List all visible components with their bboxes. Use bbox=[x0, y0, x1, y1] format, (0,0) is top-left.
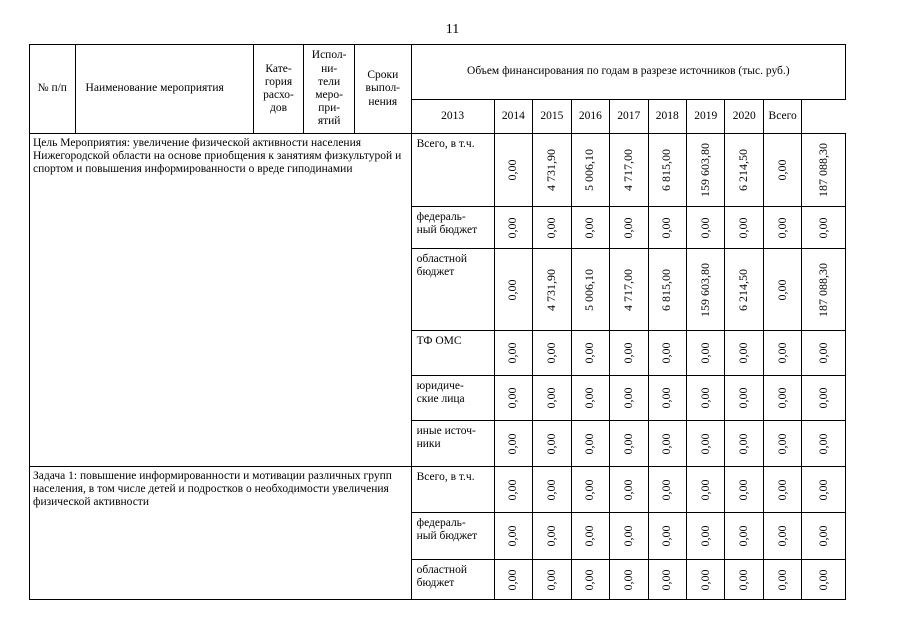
funding-value: 0,00 bbox=[725, 207, 763, 249]
funding-value: 187 088,30 bbox=[802, 134, 846, 207]
funding-value: 6 815,00 bbox=[648, 249, 686, 331]
funding-value: 0,00 bbox=[648, 560, 686, 600]
funding-value: 0,00 bbox=[725, 467, 763, 513]
funding-source: федераль- ный бюджет bbox=[411, 513, 494, 560]
funding-source: юридиче- ские лица bbox=[411, 376, 494, 421]
funding-source: Всего, в т.ч. bbox=[411, 467, 494, 513]
year-header: 2013 bbox=[411, 100, 494, 134]
funding-value: 0,00 bbox=[571, 467, 609, 513]
funding-value: 0,00 bbox=[763, 249, 801, 331]
funding-value: 0,00 bbox=[802, 560, 846, 600]
funding-value: 187 088,30 bbox=[802, 249, 846, 331]
funding-value: 6 214,50 bbox=[725, 249, 763, 331]
funding-value: 5 006,10 bbox=[571, 249, 609, 331]
funding-value: 0,00 bbox=[648, 513, 686, 560]
funding-value: 0,00 bbox=[725, 421, 763, 467]
year-header: 2015 bbox=[533, 100, 571, 134]
header-name: Наименование мероприятия bbox=[75, 45, 253, 134]
funding-value: 0,00 bbox=[610, 513, 648, 560]
funding-value: 0,00 bbox=[648, 467, 686, 513]
funding-source: федераль- ный бюджет bbox=[411, 207, 494, 249]
funding-value: 5 006,10 bbox=[571, 134, 609, 207]
header-executors: Испол- ни- тели меро- при- ятий bbox=[304, 45, 355, 134]
funding-value: 0,00 bbox=[494, 207, 532, 249]
funding-value: 0,00 bbox=[494, 467, 532, 513]
year-header: 2019 bbox=[686, 100, 724, 134]
funding-value: 0,00 bbox=[686, 207, 724, 249]
year-header: 2020 bbox=[725, 100, 763, 134]
funding-value: 4 731,90 bbox=[533, 134, 571, 207]
funding-value: 0,00 bbox=[763, 376, 801, 421]
funding-value: 0,00 bbox=[725, 331, 763, 376]
funding-source: иные источ- ники bbox=[411, 421, 494, 467]
funding-value: 0,00 bbox=[533, 467, 571, 513]
funding-value: 0,00 bbox=[725, 513, 763, 560]
funding-value: 0,00 bbox=[648, 421, 686, 467]
funding-value: 0,00 bbox=[725, 376, 763, 421]
header-num: № п/п bbox=[30, 45, 76, 134]
funding-value: 0,00 bbox=[686, 467, 724, 513]
funding-value: 0,00 bbox=[686, 560, 724, 600]
funding-value: 0,00 bbox=[571, 421, 609, 467]
year-header: 2014 bbox=[494, 100, 532, 134]
funding-value: 0,00 bbox=[533, 331, 571, 376]
funding-value: 0,00 bbox=[494, 376, 532, 421]
funding-value: 0,00 bbox=[802, 467, 846, 513]
funding-value: 0,00 bbox=[802, 421, 846, 467]
funding-value: 0,00 bbox=[725, 560, 763, 600]
funding-value: 4 731,90 bbox=[533, 249, 571, 331]
year-header: 2016 bbox=[571, 100, 609, 134]
funding-value: 0,00 bbox=[494, 560, 532, 600]
header-funding: Объем финансирования по годам в разрезе источников (тыс. руб.) bbox=[411, 45, 845, 100]
funding-value: 0,00 bbox=[533, 376, 571, 421]
funding-value: 0,00 bbox=[802, 207, 846, 249]
funding-value: 0,00 bbox=[763, 467, 801, 513]
funding-value: 0,00 bbox=[610, 467, 648, 513]
funding-source: областной бюджет bbox=[411, 249, 494, 331]
funding-value: 0,00 bbox=[648, 331, 686, 376]
funding-source: областной бюджет bbox=[411, 560, 494, 600]
funding-value: 159 603,80 bbox=[686, 134, 724, 207]
funding-value: 0,00 bbox=[571, 560, 609, 600]
funding-value: 0,00 bbox=[686, 331, 724, 376]
funding-value: 0,00 bbox=[533, 513, 571, 560]
funding-value: 0,00 bbox=[533, 207, 571, 249]
funding-value: 0,00 bbox=[802, 331, 846, 376]
funding-value: 0,00 bbox=[648, 376, 686, 421]
funding-value: 0,00 bbox=[494, 249, 532, 331]
funding-value: 0,00 bbox=[610, 207, 648, 249]
funding-value: 4 717,00 bbox=[610, 134, 648, 207]
funding-value: 0,00 bbox=[494, 421, 532, 467]
funding-value: 6 815,00 bbox=[648, 134, 686, 207]
funding-value: 0,00 bbox=[763, 134, 801, 207]
funding-value: 0,00 bbox=[610, 331, 648, 376]
funding-value: 0,00 bbox=[610, 421, 648, 467]
year-header: 2017 bbox=[610, 100, 648, 134]
financing-table bbox=[29, 44, 846, 600]
task-text: Задача 1: повышение информированности и мотивации различных групп населения, в том числе детей и подростков о необходимости увеличения физической активности bbox=[30, 467, 412, 600]
funding-value: 0,00 bbox=[763, 207, 801, 249]
funding-value: 0,00 bbox=[802, 376, 846, 421]
year-header: Всего bbox=[763, 100, 801, 134]
funding-value: 0,00 bbox=[571, 513, 609, 560]
goal-text: Цель Мероприятия: увеличение физической активности населения Нижегородской области на основе приобщения к занятиям физкультурой и спортом и повышения информированности о вреде гиподинамии bbox=[30, 134, 412, 467]
funding-value: 0,00 bbox=[763, 421, 801, 467]
funding-value: 0,00 bbox=[763, 513, 801, 560]
header-terms: Сроки выпол- нения bbox=[354, 45, 411, 134]
funding-value: 0,00 bbox=[648, 207, 686, 249]
year-header: 2018 bbox=[648, 100, 686, 134]
funding-value: 6 214,50 bbox=[725, 134, 763, 207]
funding-value: 0,00 bbox=[571, 207, 609, 249]
funding-value: 0,00 bbox=[686, 376, 724, 421]
funding-value: 0,00 bbox=[533, 560, 571, 600]
header-category: Кате- гория расхо- дов bbox=[253, 45, 304, 134]
funding-value: 0,00 bbox=[533, 421, 571, 467]
funding-value: 0,00 bbox=[571, 331, 609, 376]
funding-value: 0,00 bbox=[686, 513, 724, 560]
funding-value: 0,00 bbox=[610, 376, 648, 421]
funding-value: 0,00 bbox=[494, 134, 532, 207]
funding-value: 0,00 bbox=[763, 560, 801, 600]
page-number: 11 bbox=[445, 22, 460, 37]
funding-value: 0,00 bbox=[494, 331, 532, 376]
funding-value: 0,00 bbox=[571, 376, 609, 421]
funding-value: 0,00 bbox=[763, 331, 801, 376]
funding-value: 4 717,00 bbox=[610, 249, 648, 331]
funding-source: ТФ ОМС bbox=[411, 331, 494, 376]
funding-source: Всего, в т.ч. bbox=[411, 134, 494, 207]
funding-value: 0,00 bbox=[610, 560, 648, 600]
funding-value: 0,00 bbox=[686, 421, 724, 467]
funding-value: 159 603,80 bbox=[686, 249, 724, 331]
funding-value: 0,00 bbox=[802, 513, 846, 560]
funding-value: 0,00 bbox=[494, 513, 532, 560]
